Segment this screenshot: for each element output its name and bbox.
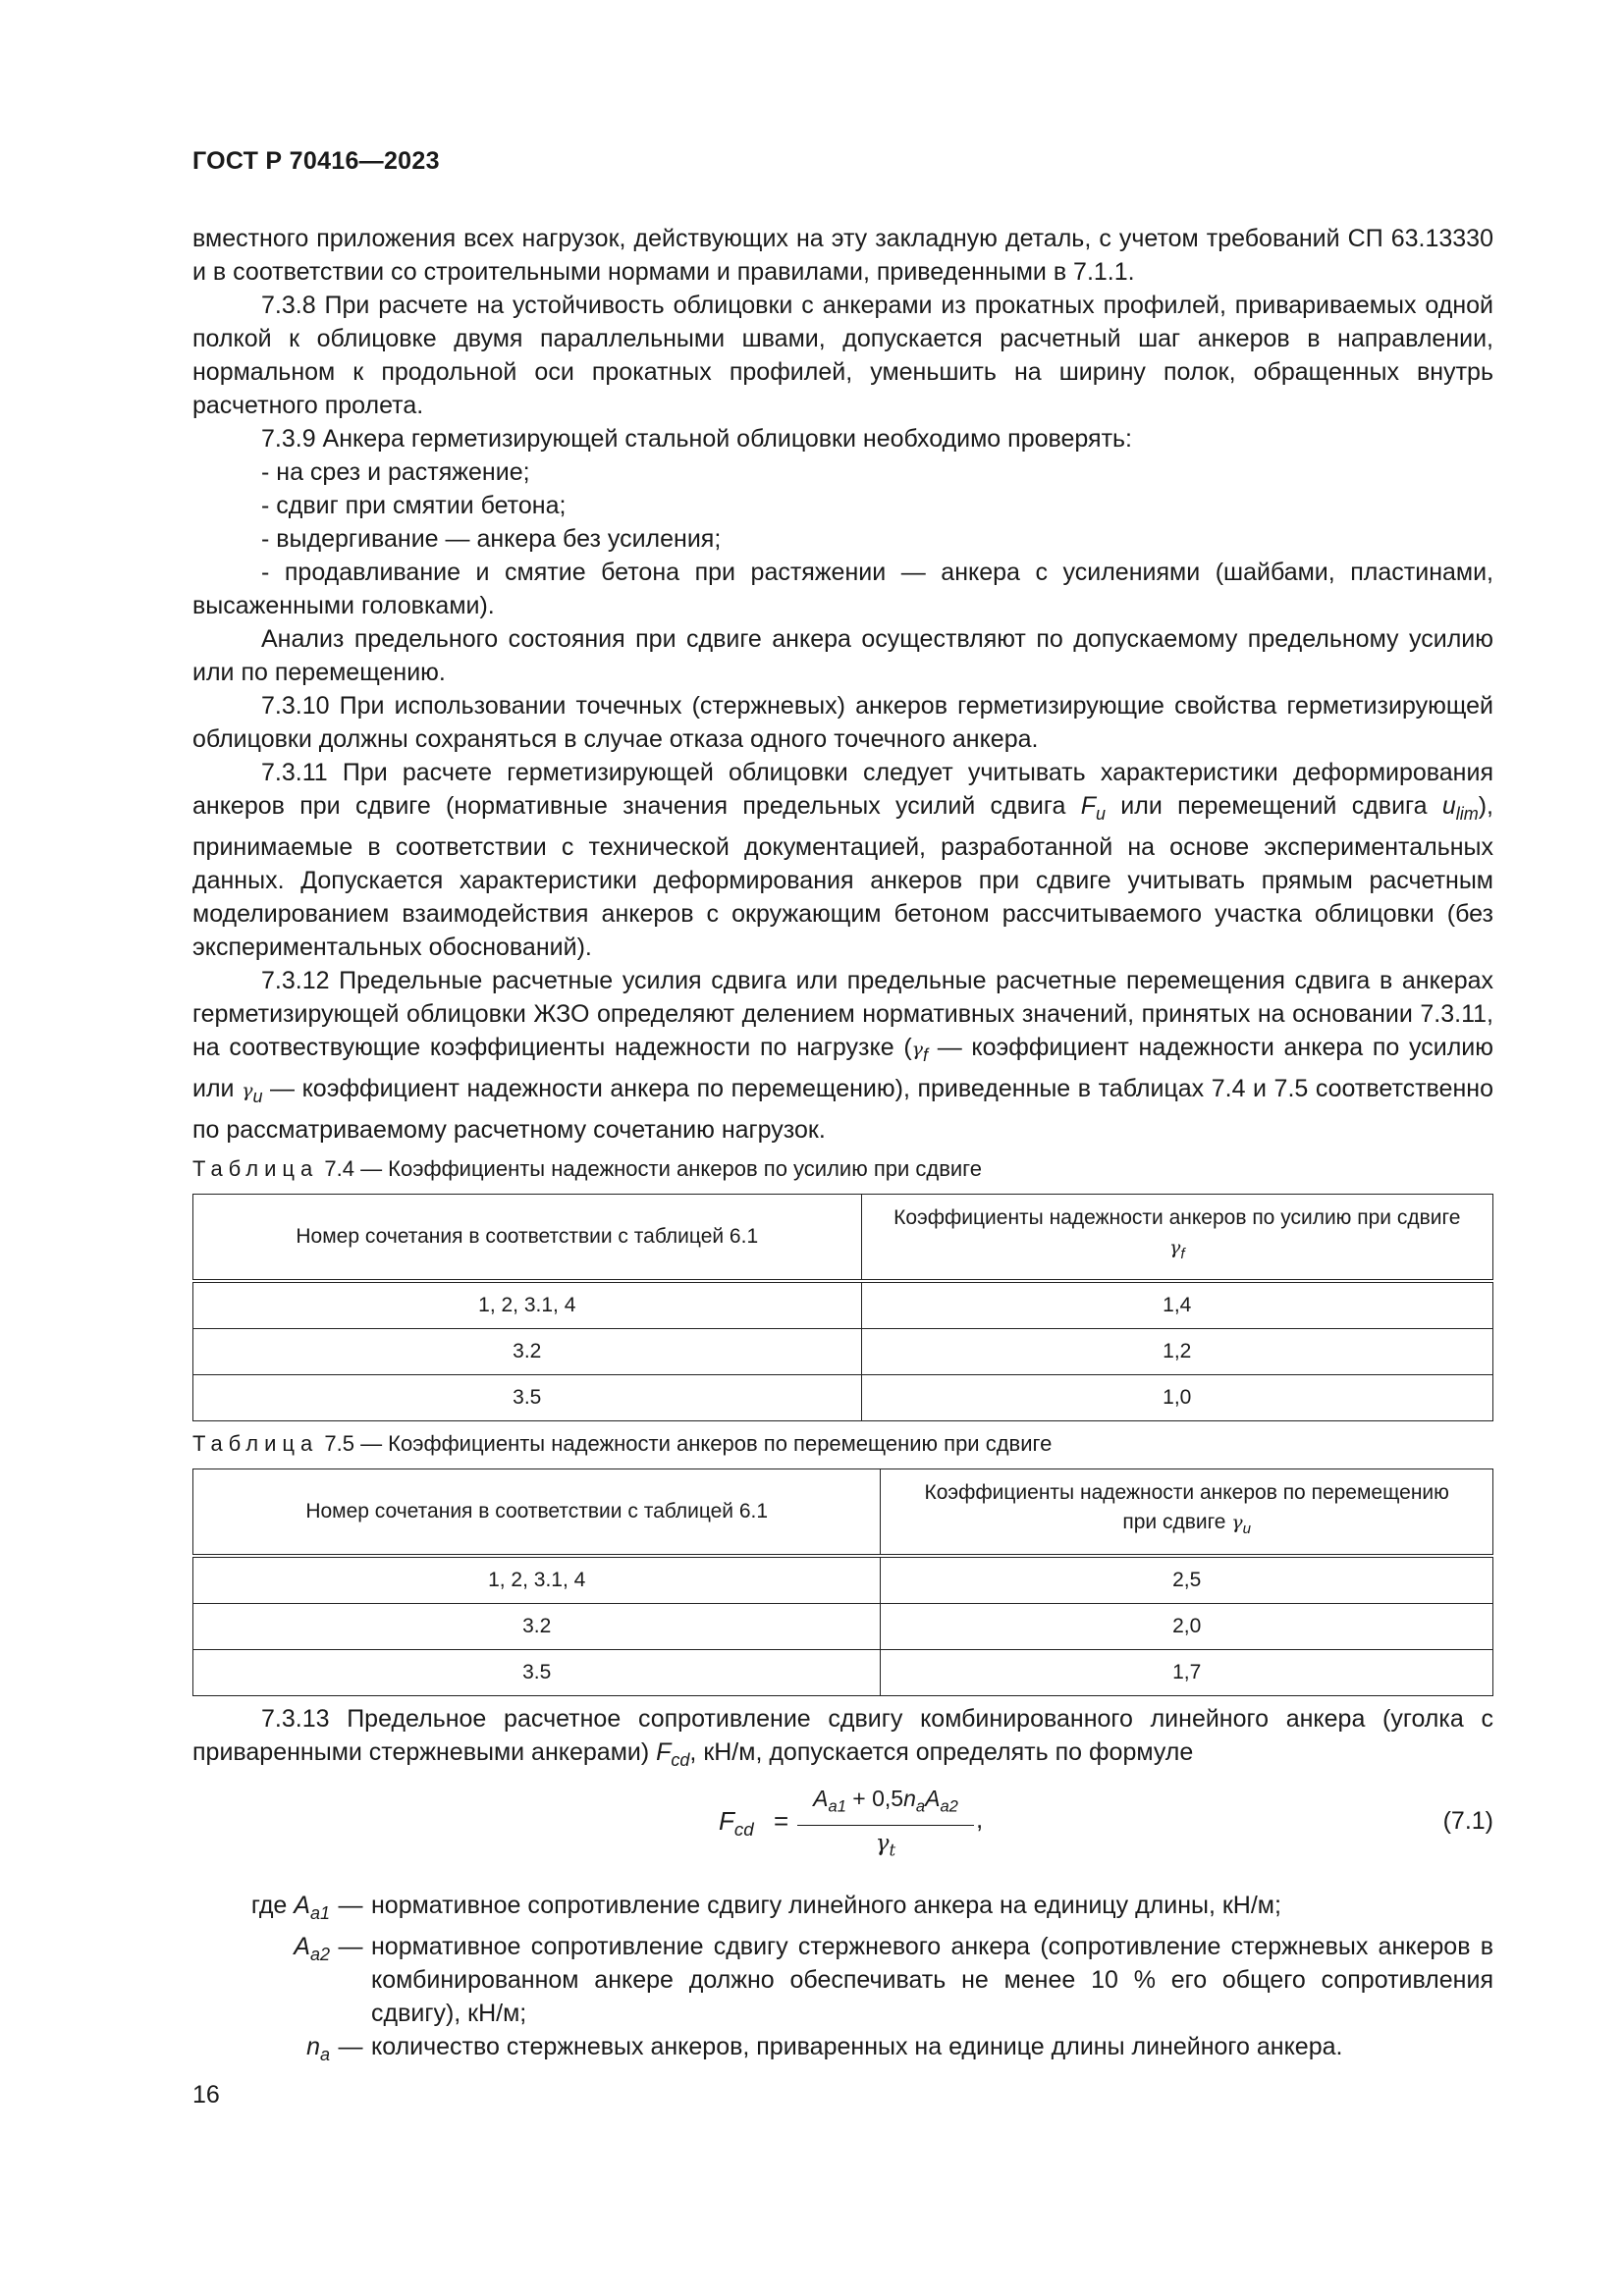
definition-dash: — xyxy=(338,2033,363,2060)
table-row xyxy=(193,1604,1493,1650)
table-cell: 2,5 xyxy=(881,1556,1493,1604)
table-row xyxy=(193,1281,1493,1329)
definition-item xyxy=(192,1889,1493,1930)
table-header-cell: Коэффициенты надежности анкеров по перемещению при сдвиге $\gamma_u$ xyxy=(881,1469,1493,1557)
table-cell: 3.2 xyxy=(193,1329,862,1375)
table-header-row xyxy=(193,1469,1493,1557)
table-row xyxy=(193,1650,1493,1696)
list-item: - выдергивание — анкера без усиления; xyxy=(261,525,722,553)
definition-dash: — xyxy=(338,1933,363,1960)
definition-text: нормативное сопротивление сдвигу линейного анкера на единицу длины, кН/м; xyxy=(371,1892,1281,1919)
formula-7-1 xyxy=(192,1781,1493,1871)
paragraph-continuation: вместного приложения всех нагрузок, действующих на эту закладную деталь, с учетом требований СП 63.13330 и в соответствии со строительными нормами и правилами, приведенными в 7.1.1. xyxy=(192,225,1493,286)
table-cell: 3.2 xyxy=(193,1604,881,1650)
clause-7-3-10: 7.3.10 При использовании точечных (стержневых) анкеров герметизирующие свойства герметизирующей облицовки должны сохраняться в случае отказа одного точечного анкера. xyxy=(192,692,1493,753)
definition-dash: — xyxy=(338,1892,363,1919)
clause-7-3-12: 7.3.12 Предельные расчетные усилия сдвига или предельные расчетные перемещения сдвига в анкерах герметизирующей облицовки ЖЗО определяют делением нормативных значений, принятых на основании 7.3.11, на соотвествующие коэффициенты надежности по нагрузке ($\gamma_f$ — коэффициент надежности анкера по усилию или $\gamma_u$ — коэффициент надежности анкера по перемещению), приведенные в таблицах 7.4 и 7.5 соответственно по рассматриваемому расчетному сочетанию нагрузок. xyxy=(192,967,1493,1144)
table-cell: 1,2 xyxy=(861,1329,1492,1375)
paragraph-analysis: Анализ предельного состояния при сдвиге анкера осуществляют по допускаемому предельному усилию или по перемещению. xyxy=(192,625,1493,686)
formula-denominator: $\gamma_t$ xyxy=(875,1830,896,1860)
formula-comma: , xyxy=(976,1804,984,1834)
definition-symbol: где $A_{a1}$ xyxy=(250,1892,330,1923)
definition-item xyxy=(192,2030,1493,2071)
clause-7-3-13: 7.3.13 Предельное расчетное сопротивление сдвигу комбинированного линейного анкера (уголка с приваренными стержневыми анкерами) $F_{cd}$, кН/м, допускается определять по формуле xyxy=(192,1705,1493,1770)
table-row xyxy=(193,1329,1493,1375)
definition-text: количество стержневых анкеров, приваренных на единице длины линейного анкера. xyxy=(371,2033,1343,2060)
definition-text: нормативное сопротивление сдвигу стержневого анкера (сопротивление стержневых анкеров в комбинированном анкере должно обеспечивать не менее 10 % его общего сопротивления сдвигу), кН/м; xyxy=(371,1933,1493,2027)
fraction-bar xyxy=(797,1825,974,1826)
definition-symbol: $A_{a2}$ xyxy=(294,1933,330,1964)
definitions-list xyxy=(192,1889,1493,2071)
table-header-cell: Номер сочетания в соответствии с таблицей 6.1 xyxy=(193,1469,881,1557)
list-item: - на срез и растяжение; xyxy=(261,458,530,486)
formula-number: (7.1) xyxy=(1442,1807,1493,1835)
list-item: - продавливание и смятие бетона при растяжении — анкера с усилениями (шайбами, пластинами, высаженными головками). xyxy=(192,559,1493,619)
clause-7-3-8: 7.3.8 При расчете на устойчивость облицовки с анкерами из прокатных профилей, привариваемых одной полкой к облицовке двумя параллельными швами, допускается расчетный шаг анкеров в направлении, нормальном к продольной оси прокатных профилей, уменьшить на ширину полок, обращенных внутрь расчетного пролета. xyxy=(192,292,1493,419)
table-cell: 1,4 xyxy=(861,1281,1492,1329)
clause-7-3-11: 7.3.11 При расчете герметизирующей облицовки следует учитывать характеристики деформирования анкеров при сдвиге (нормативные значения предельных усилий сдвига $F_u$ или перемещений сдвига $u_{lim}$), принимаемые в соответствии с технической документацией, разработанной на основе экспериментальных данных. Допускается характеристики деформирования анкеров при сдвиге учитывать прямым расчетным моделированием взаимодействия анкеров с окружающим бетоном рассчитываемого участка облицовки (без экспериментальных обоснований). xyxy=(192,759,1493,961)
table-cell: 1, 2, 3.1, 4 xyxy=(193,1281,862,1329)
formula-numerator: $A_{a1} + 0,5n_aA_{a2}$ xyxy=(813,1786,958,1816)
table-cell: 2,0 xyxy=(881,1604,1493,1650)
page-number: 16 xyxy=(192,2081,220,2109)
formula-lhs: $F_{cd}$ xyxy=(719,1806,754,1841)
document-header: ГОСТ Р 70416—2023 xyxy=(192,147,440,175)
definition-symbol: $n_a$ xyxy=(306,2033,330,2064)
document-body xyxy=(192,222,1493,2071)
table-header-row xyxy=(193,1195,1493,1282)
table-cell: 1, 2, 3.1, 4 xyxy=(193,1556,881,1604)
table-cell: 1,7 xyxy=(881,1650,1493,1696)
list-item: - сдвиг при смятии бетона; xyxy=(261,492,567,519)
table-7-5-caption: Таблица 7.5 — Коэффициенты надежности анкеров по перемещению при сдвиге xyxy=(192,1431,1053,1456)
table-cell: 3.5 xyxy=(193,1375,862,1421)
formula-equals: = xyxy=(774,1806,789,1836)
table-cell: 1,0 xyxy=(861,1375,1492,1421)
table-7-4 xyxy=(192,1194,1493,1421)
table-row xyxy=(193,1556,1493,1604)
formula-fraction xyxy=(797,1783,974,1866)
definition-item xyxy=(192,1930,1493,2030)
table-cell: 3.5 xyxy=(193,1650,881,1696)
table-header-cell: Номер сочетания в соответствии с таблицей 6.1 xyxy=(193,1195,862,1282)
clause-7-3-9: 7.3.9 Анкера герметизирующей стальной облицовки необходимо проверять: xyxy=(261,425,1132,453)
table-row xyxy=(193,1375,1493,1421)
table-header-cell: Коэффициенты надежности анкеров по усилию при сдвиге $\gamma_f$ xyxy=(861,1195,1492,1282)
table-7-4-caption: Таблица 7.4 — Коэффициенты надежности анкеров по усилию при сдвиге xyxy=(192,1156,982,1181)
table-7-5 xyxy=(192,1468,1493,1696)
